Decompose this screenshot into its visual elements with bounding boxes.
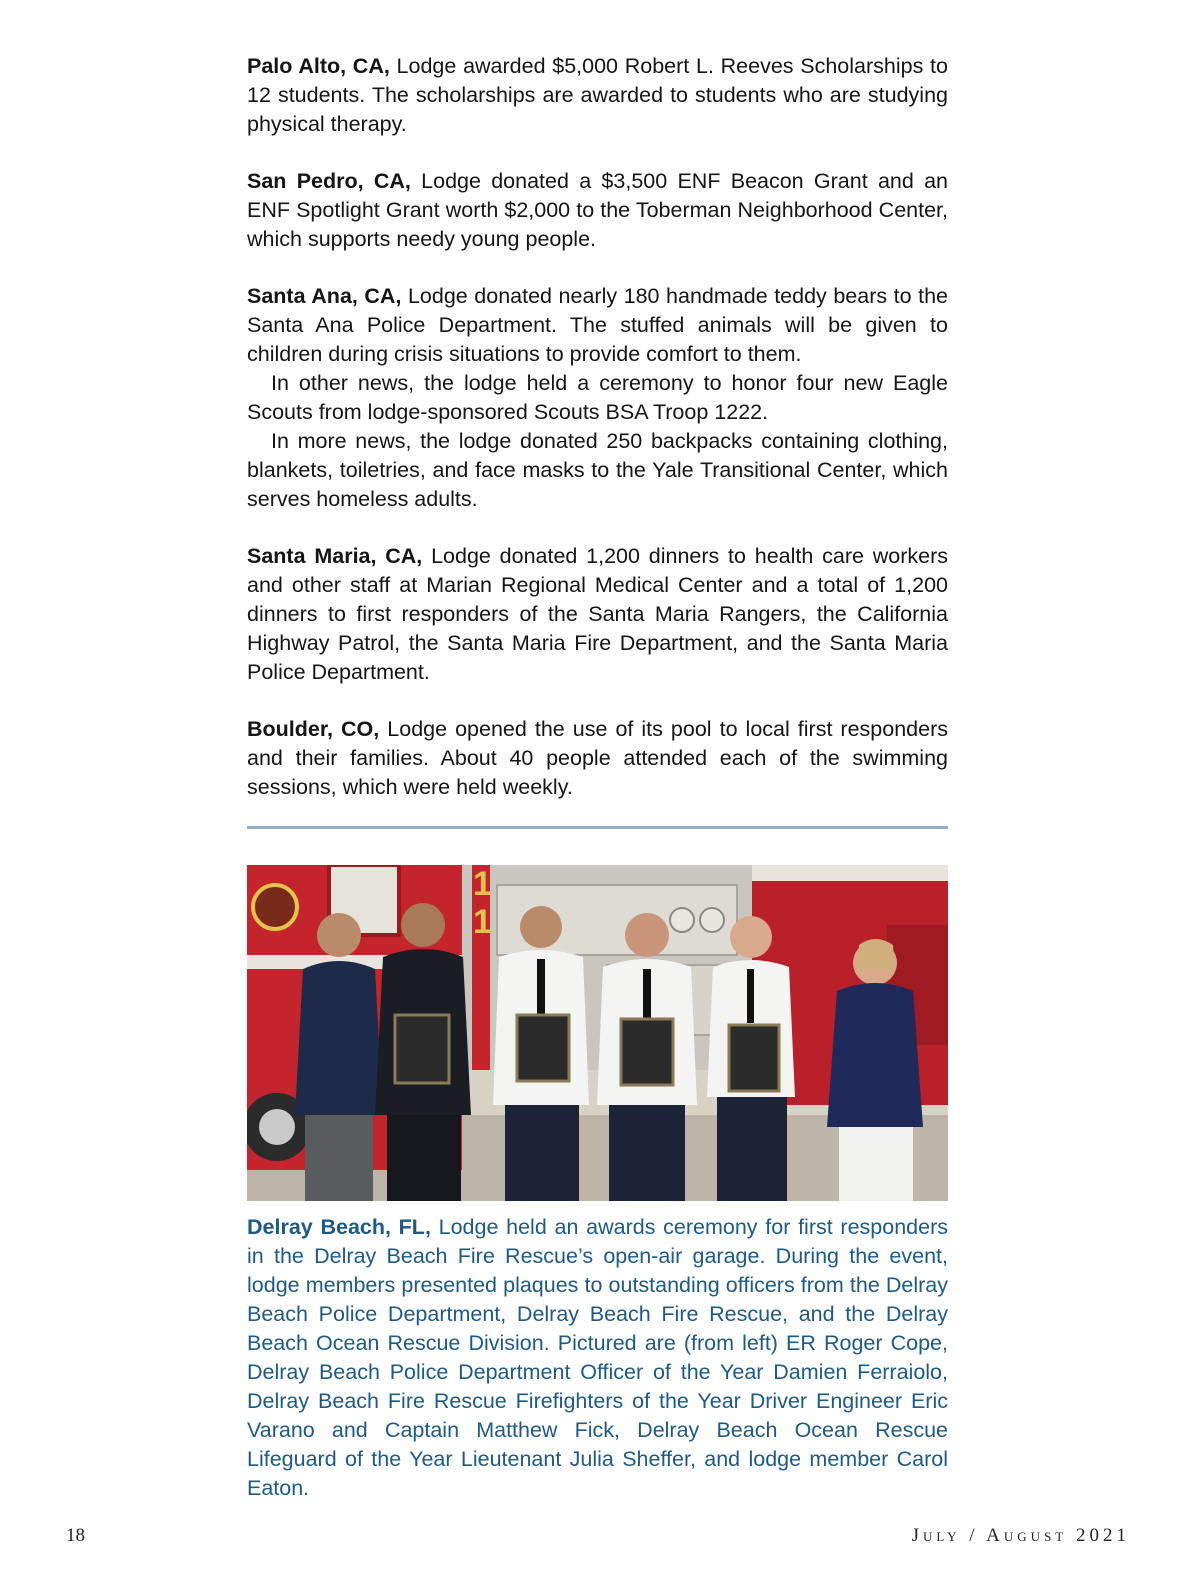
awards-ceremony-photo: [247, 865, 948, 1201]
truck-number-bottom: 1: [473, 903, 492, 941]
entry-place: Palo Alto, CA,: [247, 54, 390, 78]
entry-santa-maria: [247, 542, 948, 687]
entry-text: Lodge opened the use of its pool to local first responders and their families. About 40 people attended each of the swimming sessions, which were held weekly.: [247, 717, 948, 799]
entry-text: Lodge donated 1,200 dinners to health care workers and other staff at Marian Regional Medical Center and a total of 1,200 dinners to first responders of the Santa Maria Rangers, the California Highway Patrol, the Santa Maria Fire Department, and the Santa Maria Police Department.: [247, 544, 948, 684]
entry-paragraph: In other news, the lodge held a ceremony to honor four new Eagle Scouts from lodge-sponsored Scouts BSA Troop 1222.: [247, 371, 948, 424]
entry-santa-ana: [247, 282, 948, 514]
entry-place: San Pedro, CA,: [247, 169, 411, 193]
entry-text: Lodge donated a $3,500 ENF Beacon Grant and an ENF Spotlight Grant worth $2,000 to the Toberman Neighborhood Center, which supports needy young people.: [247, 169, 948, 251]
entry-san-pedro: [247, 167, 948, 254]
issue-date: July / August 2021: [911, 1525, 1130, 1546]
page-number: 18: [66, 1525, 85, 1546]
caption-place: Delray Beach, FL,: [247, 1215, 431, 1239]
article-column: [247, 52, 948, 830]
caption-text: Lodge held an awards ceremony for first responders in the Delray Beach Fire Rescue’s open-air garage. During the event, lodge members presented plaques to outstanding officers from the Delray Beach Police Department, Delray Beach Fire Rescue, and the Delray Beach Ocean Rescue Division. Pictured are (from left) ER Roger Cope, Delray Beach Police Department Officer of the Year Damien Ferraiolo, Delray Beach Fire Rescue Firefighters of the Year Driver Engineer Eric Varano and Captain Matthew Fick, Delray Beach Ocean Rescue Lifeguard of the Year Lieutenant Julia Sheffer, and lodge member Carol Eaton.: [247, 1215, 948, 1500]
photo-caption: [247, 1213, 948, 1503]
entry-boulder: [247, 715, 948, 802]
entry-palo-alto: [247, 52, 948, 139]
entry-paragraph: In more news, the lodge donated 250 backpacks containing clothing, blankets, toiletries, and face masks to the Yale Transitional Center, which serves homeless adults.: [247, 429, 948, 511]
entry-place: Santa Maria, CA,: [247, 544, 423, 568]
entry-text: Lodge awarded $5,000 Robert L. Reeves Scholarships to 12 students. The scholarships are awarded to students who are studying physical therapy.: [247, 54, 948, 136]
entry-place: Santa Ana, CA,: [247, 284, 402, 308]
truck-number-top: 1: [473, 865, 492, 903]
entry-place: Boulder, CO,: [247, 717, 380, 741]
section-divider: [247, 826, 948, 829]
entry-text: Lodge donated nearly 180 handmade teddy bears to the Santa Ana Police Department. The stuffed animals will be given to children during crisis situations to provide comfort to them.: [247, 284, 948, 366]
